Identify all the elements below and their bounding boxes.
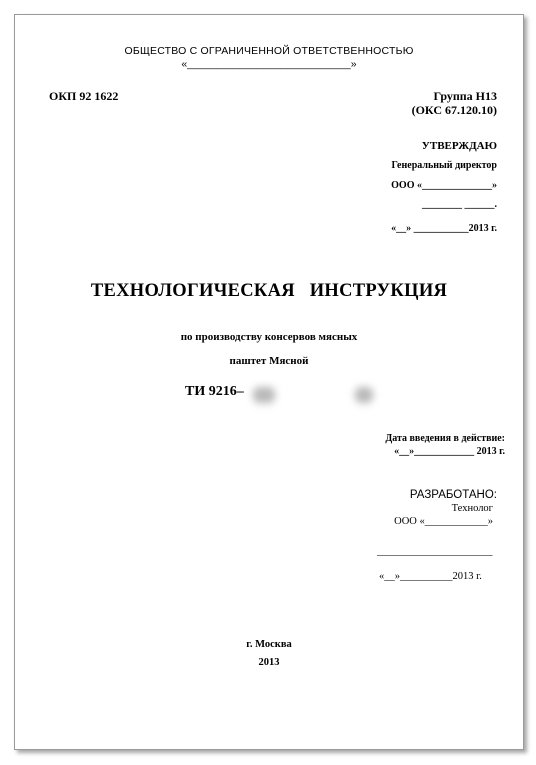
redacted-blur xyxy=(253,387,275,403)
year: 2013 xyxy=(258,657,280,668)
developed-signature: ______________________ xyxy=(377,546,493,557)
developed-date: «__»__________2013 г. xyxy=(379,571,482,582)
redacted-blur xyxy=(355,387,373,403)
document-code: ТИ 9216– xyxy=(185,384,244,399)
organization-name: ОБЩЕСТВО С ОГРАНИЧЕННОЙ ОТВЕТСТВЕННОСТЬЮ xyxy=(124,45,414,57)
approval-title: УТВЕРЖДАЮ xyxy=(421,140,497,152)
approval-company: ООО «______________» xyxy=(391,180,497,191)
developed-position: Технолог xyxy=(451,503,493,514)
okp-code: ОКП 92 1622 xyxy=(49,89,119,103)
document-page xyxy=(14,14,524,750)
effective-date-value: «__»____________ 2013 г. xyxy=(394,446,505,457)
organization-quotes: «____________________________» xyxy=(181,58,357,70)
group-code: Группа Н13 xyxy=(433,89,497,103)
developed-company: ООО «____________» xyxy=(394,516,493,527)
developed-title: РАЗРАБОТАНО: xyxy=(409,489,497,501)
approval-position: Генеральный директор xyxy=(391,160,497,171)
document-subtitle: по производству консервов мясных xyxy=(180,331,358,343)
approval-date: «__» ___________2013 г. xyxy=(391,223,497,234)
product-name: паштет Мясной xyxy=(229,355,309,367)
approval-signature: ________ ______. xyxy=(422,199,497,210)
city: г. Москва xyxy=(246,639,292,650)
effective-date-label: Дата введения в действие: xyxy=(385,433,505,444)
oks-code: (ОКС 67.120.10) xyxy=(411,103,497,117)
document-title: ТЕХНОЛОГИЧЕСКАЯ ИНСТРУКЦИЯ xyxy=(90,281,448,301)
